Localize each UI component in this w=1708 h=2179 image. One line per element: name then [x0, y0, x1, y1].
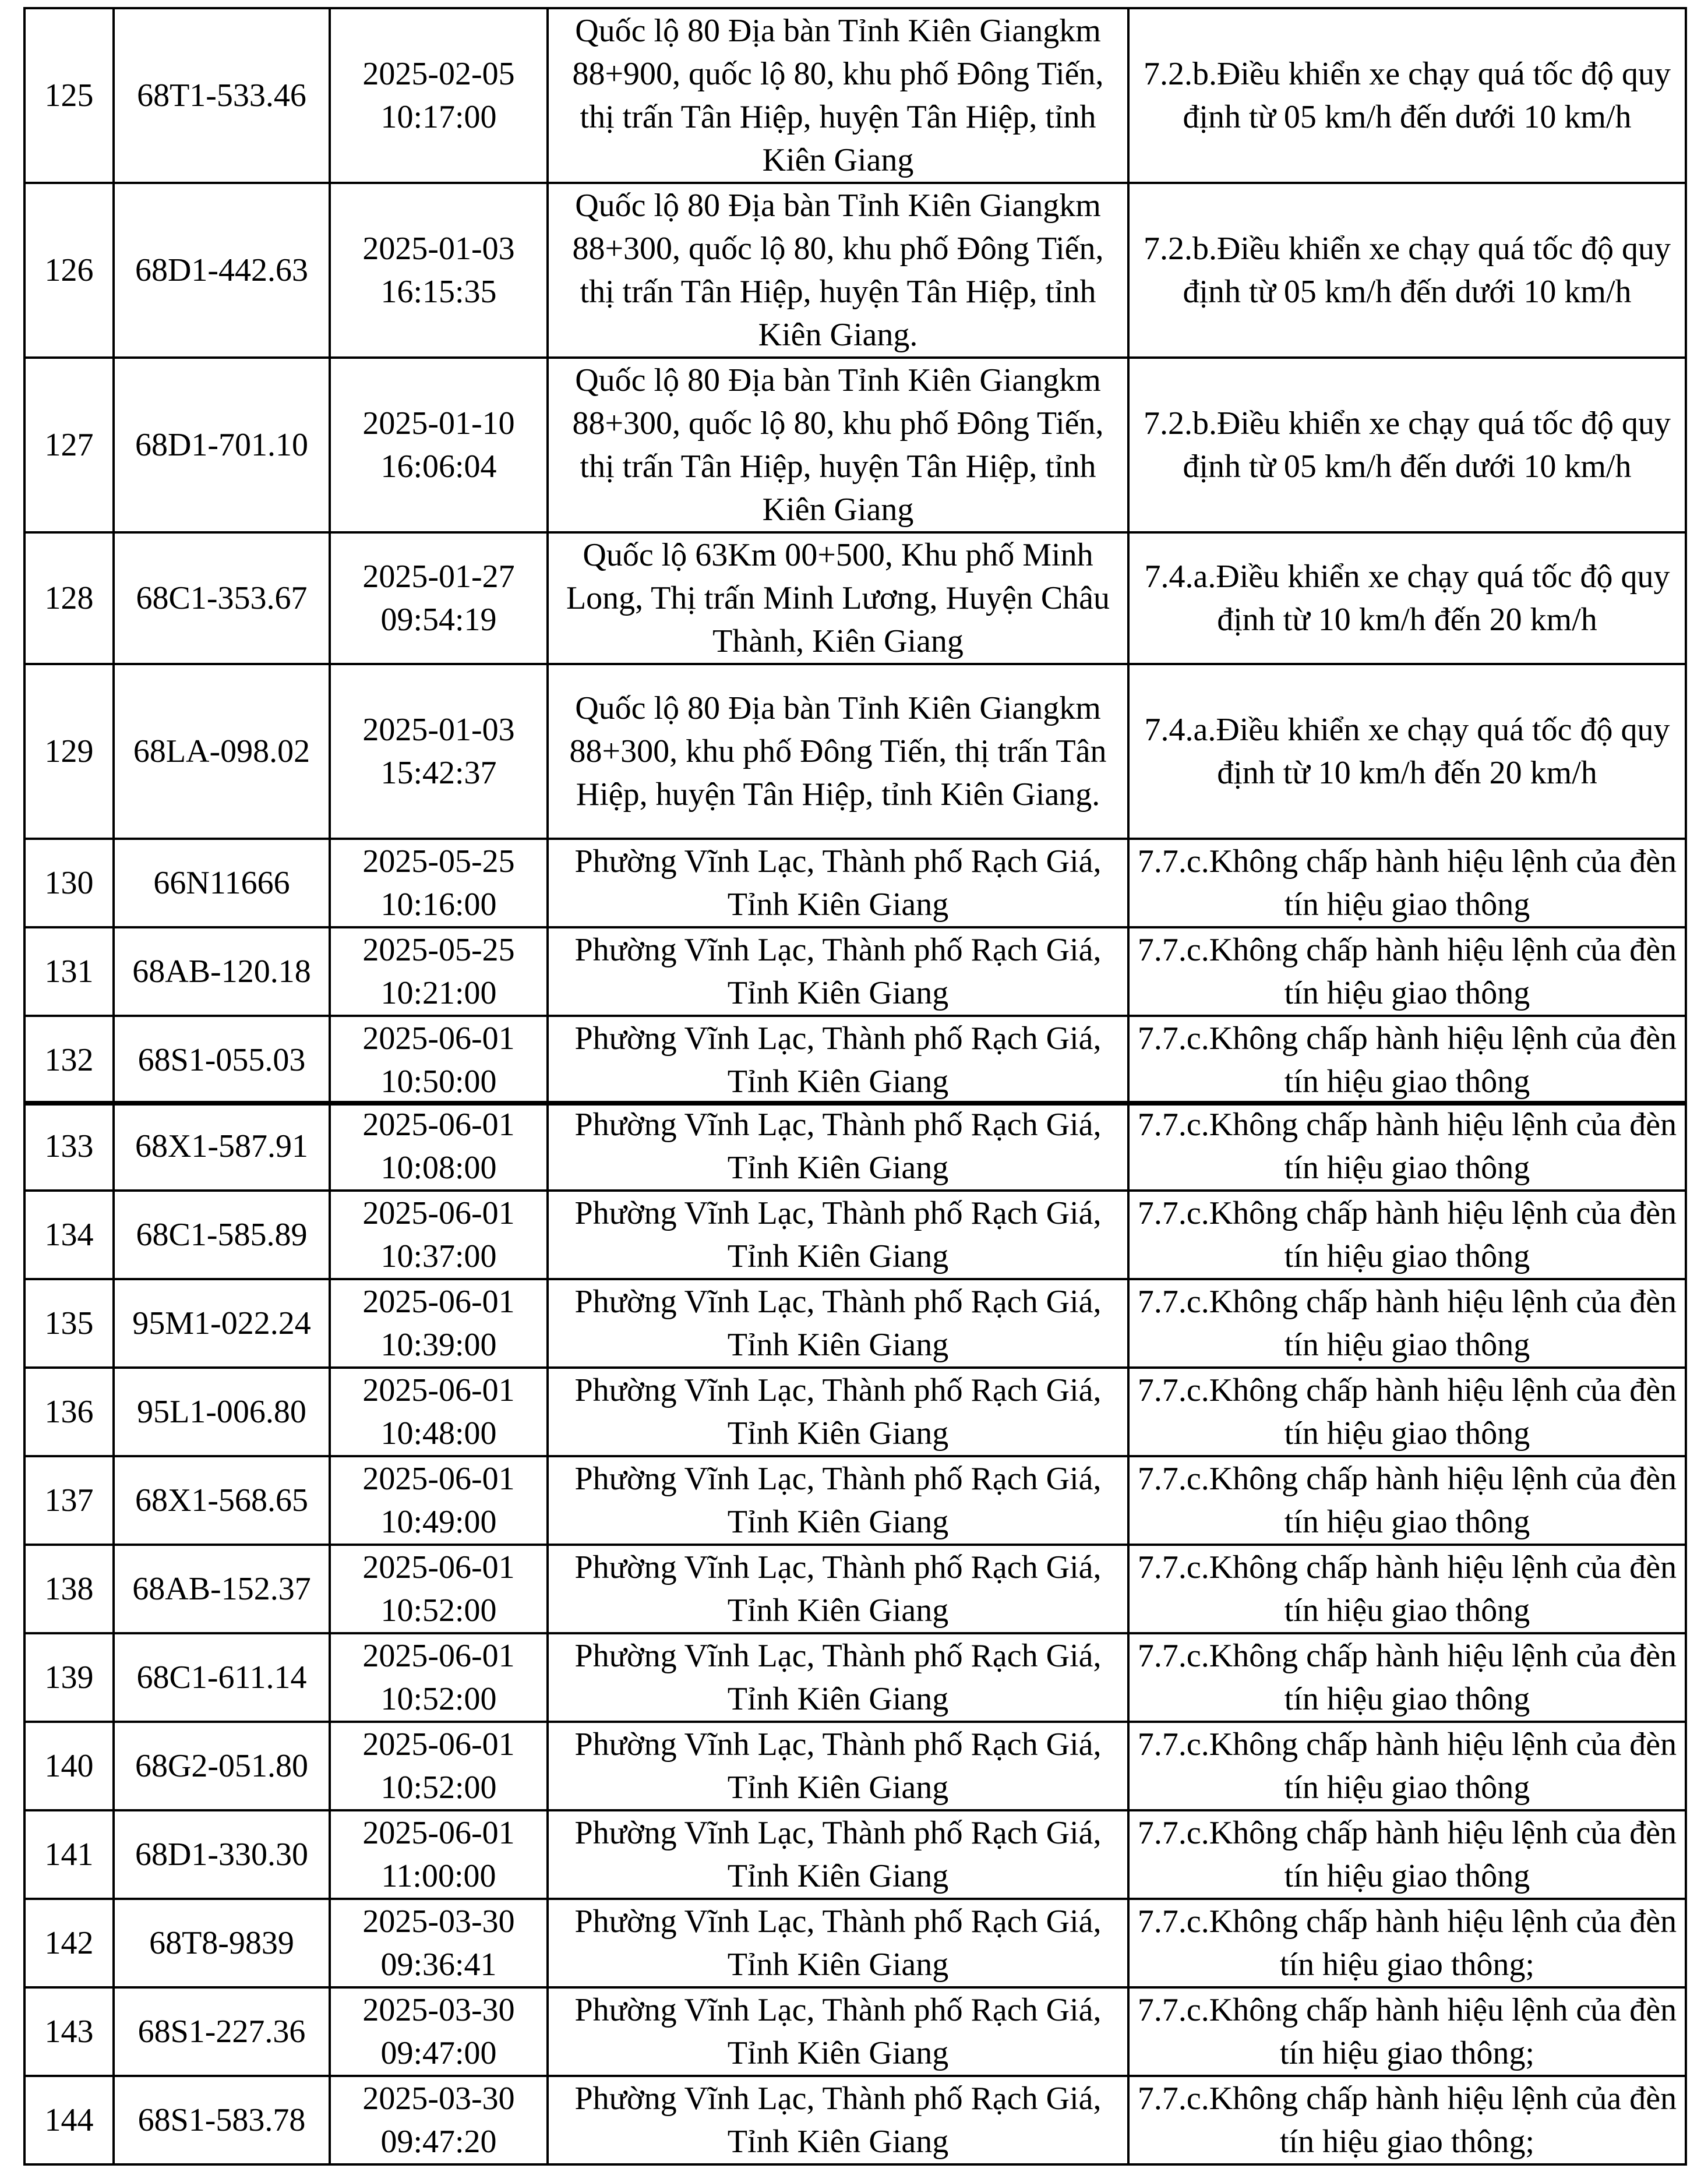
table-row [24, 927, 1686, 1016]
table-row [24, 1722, 1686, 1810]
violation-description: 7.7.c.Không chấp hành hiệu lệnh của đèn tín hiệu giao thông [1128, 1722, 1686, 1810]
violation-time: 16:15:35 [380, 274, 497, 310]
row-number: 129 [24, 664, 114, 839]
violation-description: 7.7.c.Không chấp hành hiệu lệnh của đèn tín hiệu giao thông; [1128, 1987, 1686, 2076]
violation-datetime [330, 1722, 548, 1810]
violation-time: 10:52:00 [380, 1592, 497, 1629]
violation-date: 2025-06-01 [362, 1726, 515, 1763]
violation-time: 10:37:00 [380, 1238, 497, 1274]
license-plate: 95M1-022.24 [114, 1279, 330, 1368]
row-number: 138 [24, 1545, 114, 1633]
table-row [24, 1279, 1686, 1368]
row-number: 144 [24, 2076, 114, 2164]
violation-datetime [330, 1633, 548, 1722]
violation-datetime [330, 532, 548, 664]
violation-description: 7.7.c.Không chấp hành hiệu lệnh của đèn tín hiệu giao thông [1128, 1810, 1686, 1899]
violation-datetime [330, 183, 548, 358]
violation-time: 11:00:00 [381, 1858, 496, 1894]
violation-time: 10:08:00 [380, 1150, 497, 1186]
violation-description: 7.7.c.Không chấp hành hiệu lệnh của đèn tín hiệu giao thông [1128, 1633, 1686, 1722]
violation-location: Phường Vĩnh Lạc, Thành phố Rạch Giá, Tỉnh Kiên Giang [548, 1899, 1128, 1987]
row-number: 140 [24, 1722, 114, 1810]
violation-time: 15:42:37 [380, 755, 497, 791]
violation-datetime [330, 927, 548, 1016]
violation-description: 7.2.b.Điều khiển xe chạy quá tốc độ quy định từ 05 km/h đến dưới 10 km/h [1128, 8, 1686, 183]
violation-location: Phường Vĩnh Lạc, Thành phố Rạch Giá, Tỉnh Kiên Giang [548, 2076, 1128, 2164]
violation-date: 2025-06-01 [362, 1195, 515, 1231]
table-row [24, 1899, 1686, 1987]
table-row [24, 1102, 1686, 1191]
violation-date: 2025-03-30 [362, 2081, 515, 2117]
violation-description: 7.7.c.Không chấp hành hiệu lệnh của đèn tín hiệu giao thông; [1128, 2076, 1686, 2164]
table-row [24, 532, 1686, 664]
violation-description: 7.2.b.Điều khiển xe chạy quá tốc độ quy định từ 05 km/h đến dưới 10 km/h [1128, 358, 1686, 532]
violation-date: 2025-06-01 [362, 1107, 515, 1143]
violation-time: 10:52:00 [380, 1681, 497, 1717]
table-row [24, 664, 1686, 839]
license-plate: 68C1-611.14 [114, 1633, 330, 1722]
violation-description: 7.4.a.Điều khiển xe chạy quá tốc độ quy định từ 10 km/h đến 20 km/h [1128, 664, 1686, 839]
row-number: 134 [24, 1191, 114, 1279]
violation-datetime [330, 1899, 548, 1987]
license-plate: 68S1-583.78 [114, 2076, 330, 2164]
row-number: 131 [24, 927, 114, 1016]
violation-datetime [330, 839, 548, 927]
violation-description: 7.2.b.Điều khiển xe chạy quá tốc độ quy định từ 05 km/h đến dưới 10 km/h [1128, 183, 1686, 358]
violation-description: 7.7.c.Không chấp hành hiệu lệnh của đèn tín hiệu giao thông [1128, 1368, 1686, 1456]
violation-date: 2025-05-25 [362, 932, 515, 968]
license-plate: 68C1-585.89 [114, 1191, 330, 1279]
violation-date: 2025-06-01 [362, 1638, 515, 1674]
license-plate: 68C1-353.67 [114, 532, 330, 664]
license-plate: 68D1-330.30 [114, 1810, 330, 1899]
violation-datetime [330, 1102, 548, 1191]
table-row [24, 1810, 1686, 1899]
table-row [24, 1368, 1686, 1456]
violation-time: 10:50:00 [380, 1064, 497, 1100]
violation-description: 7.7.c.Không chấp hành hiệu lệnh của đèn tín hiệu giao thông; [1128, 1899, 1686, 1987]
table-row [24, 8, 1686, 183]
table-row [24, 183, 1686, 358]
violation-location: Phường Vĩnh Lạc, Thành phố Rạch Giá, Tỉnh Kiên Giang [548, 839, 1128, 927]
license-plate: 68D1-442.63 [114, 183, 330, 358]
table-row [24, 1987, 1686, 2076]
violation-location: Phường Vĩnh Lạc, Thành phố Rạch Giá, Tỉnh Kiên Giang [548, 1633, 1128, 1722]
license-plate: 68D1-701.10 [114, 358, 330, 532]
violation-date: 2025-06-01 [362, 1815, 515, 1851]
violation-datetime [330, 1810, 548, 1899]
violation-description: 7.7.c.Không chấp hành hiệu lệnh của đèn tín hiệu giao thông [1128, 1456, 1686, 1545]
violation-time: 10:52:00 [380, 1770, 497, 1806]
table-row [24, 1633, 1686, 1722]
license-plate: 68T8-9839 [114, 1899, 330, 1987]
violation-description: 7.7.c.Không chấp hành hiệu lệnh của đèn tín hiệu giao thông [1128, 839, 1686, 927]
violation-description: 7.7.c.Không chấp hành hiệu lệnh của đèn tín hiệu giao thông [1128, 927, 1686, 1016]
row-number: 130 [24, 839, 114, 927]
table-row [24, 2076, 1686, 2164]
row-number: 133 [24, 1102, 114, 1191]
violation-location: Phường Vĩnh Lạc, Thành phố Rạch Giá, Tỉnh Kiên Giang [548, 1191, 1128, 1279]
violation-date: 2025-05-25 [362, 843, 515, 880]
row-number: 136 [24, 1368, 114, 1456]
license-plate: 68S1-055.03 [114, 1016, 330, 1104]
table-row [24, 1191, 1686, 1279]
violation-location: Quốc lộ 63Km 00+500, Khu phố Minh Long, Thị trấn Minh Lương, Huyện Châu Thành, Kiên Giang [548, 532, 1128, 664]
violation-time: 10:21:00 [380, 975, 497, 1011]
table-row [24, 839, 1686, 927]
violation-location: Quốc lộ 80 Địa bàn Tỉnh Kiên Giangkm 88+300, khu phố Đông Tiến, thị trấn Tân Hiệp, huyện Tân Hiệp, tỉnh Kiên Giang. [548, 664, 1128, 839]
violation-location: Phường Vĩnh Lạc, Thành phố Rạch Giá, Tỉnh Kiên Giang [548, 1016, 1128, 1104]
violation-datetime [330, 1279, 548, 1368]
license-plate: 68G2-051.80 [114, 1722, 330, 1810]
violation-datetime [330, 358, 548, 532]
violation-location: Phường Vĩnh Lạc, Thành phố Rạch Giá, Tỉnh Kiên Giang [548, 1279, 1128, 1368]
violation-location: Phường Vĩnh Lạc, Thành phố Rạch Giá, Tỉnh Kiên Giang [548, 1722, 1128, 1810]
violation-description: 7.7.c.Không chấp hành hiệu lệnh của đèn tín hiệu giao thông [1128, 1279, 1686, 1368]
license-plate: 68S1-227.36 [114, 1987, 330, 2076]
violation-location: Phường Vĩnh Lạc, Thành phố Rạch Giá, Tỉnh Kiên Giang [548, 1456, 1128, 1545]
violation-time: 09:54:19 [380, 602, 497, 638]
row-number: 137 [24, 1456, 114, 1545]
violation-time: 09:36:41 [380, 1947, 497, 1983]
violation-description: 7.7.c.Không chấp hành hiệu lệnh của đèn tín hiệu giao thông [1128, 1102, 1686, 1191]
table-row [24, 1016, 1686, 1104]
violation-datetime [330, 1545, 548, 1633]
violation-location: Quốc lộ 80 Địa bàn Tỉnh Kiên Giangkm 88+900, quốc lộ 80, khu phố Đông Tiến, thị trấn Tân Hiệp, huyện Tân Hiệp, tỉnh Kiên Giang [548, 8, 1128, 183]
row-number: 132 [24, 1016, 114, 1104]
violation-date: 2025-01-10 [362, 405, 515, 442]
violation-datetime [330, 8, 548, 183]
violation-description: 7.7.c.Không chấp hành hiệu lệnh của đèn tín hiệu giao thông [1128, 1016, 1686, 1104]
violation-location: Phường Vĩnh Lạc, Thành phố Rạch Giá, Tỉnh Kiên Giang [548, 1810, 1128, 1899]
license-plate: 95L1-006.80 [114, 1368, 330, 1456]
violation-time: 10:39:00 [380, 1327, 497, 1363]
violation-datetime [330, 664, 548, 839]
license-plate: 68X1-568.65 [114, 1456, 330, 1545]
violations-table-part-2 [23, 1101, 1687, 2166]
violation-location: Phường Vĩnh Lạc, Thành phố Rạch Giá, Tỉnh Kiên Giang [548, 1545, 1128, 1633]
row-number: 142 [24, 1899, 114, 1987]
violation-date: 2025-01-27 [362, 559, 515, 595]
violation-datetime [330, 1191, 548, 1279]
row-number: 126 [24, 183, 114, 358]
violation-date: 2025-01-03 [362, 712, 515, 748]
row-number: 143 [24, 1987, 114, 2076]
violation-location: Quốc lộ 80 Địa bàn Tỉnh Kiên Giangkm 88+300, quốc lộ 80, khu phố Đông Tiến, thị trấn Tân Hiệp, huyện Tân Hiệp, tỉnh Kiên Giang [548, 358, 1128, 532]
row-number: 128 [24, 532, 114, 664]
table-row [24, 358, 1686, 532]
violation-location: Phường Vĩnh Lạc, Thành phố Rạch Giá, Tỉnh Kiên Giang [548, 1102, 1128, 1191]
violation-date: 2025-03-30 [362, 1992, 515, 2028]
violation-location: Phường Vĩnh Lạc, Thành phố Rạch Giá, Tỉnh Kiên Giang [548, 1987, 1128, 2076]
license-plate: 68AB-152.37 [114, 1545, 330, 1633]
license-plate: 68X1-587.91 [114, 1102, 330, 1191]
violation-datetime [330, 1016, 548, 1104]
row-number: 127 [24, 358, 114, 532]
row-number: 135 [24, 1279, 114, 1368]
violation-date: 2025-06-01 [362, 1372, 515, 1408]
violation-location: Phường Vĩnh Lạc, Thành phố Rạch Giá, Tỉnh Kiên Giang [548, 927, 1128, 1016]
violation-time: 16:06:04 [380, 448, 497, 485]
license-plate: 68T1-533.46 [114, 8, 330, 183]
violation-location: Phường Vĩnh Lạc, Thành phố Rạch Giá, Tỉnh Kiên Giang [548, 1368, 1128, 1456]
table-row [24, 1545, 1686, 1633]
violation-date: 2025-02-05 [362, 56, 515, 92]
table-row [24, 1456, 1686, 1545]
violations-table-part-1 [23, 7, 1687, 1106]
violation-datetime [330, 1368, 548, 1456]
table-body [24, 8, 1686, 1104]
violation-date: 2025-06-01 [362, 1549, 515, 1585]
violation-datetime [330, 1456, 548, 1545]
license-plate: 66N11666 [114, 839, 330, 927]
row-number: 139 [24, 1633, 114, 1722]
license-plate: 68LA-098.02 [114, 664, 330, 839]
violation-time: 10:48:00 [380, 1415, 497, 1452]
violation-date: 2025-06-01 [362, 1284, 515, 1320]
violation-time: 10:49:00 [380, 1504, 497, 1540]
violation-date: 2025-06-01 [362, 1020, 515, 1057]
violation-datetime [330, 1987, 548, 2076]
row-number: 125 [24, 8, 114, 183]
violation-time: 10:16:00 [380, 887, 497, 923]
violation-date: 2025-01-03 [362, 231, 515, 267]
violation-date: 2025-03-30 [362, 1903, 515, 1940]
violation-description: 7.7.c.Không chấp hành hiệu lệnh của đèn tín hiệu giao thông [1128, 1545, 1686, 1633]
violation-time: 10:17:00 [380, 99, 497, 135]
violation-time: 09:47:00 [380, 2035, 497, 2071]
row-number: 141 [24, 1810, 114, 1899]
violation-description: 7.4.a.Điều khiển xe chạy quá tốc độ quy định từ 10 km/h đến 20 km/h [1128, 532, 1686, 664]
license-plate: 68AB-120.18 [114, 927, 330, 1016]
violation-datetime [330, 2076, 548, 2164]
violation-date: 2025-06-01 [362, 1461, 515, 1497]
table-body [24, 1102, 1686, 2164]
violation-location: Quốc lộ 80 Địa bàn Tỉnh Kiên Giangkm 88+300, quốc lộ 80, khu phố Đông Tiến, thị trấn Tân Hiệp, huyện Tân Hiệp, tỉnh Kiên Giang. [548, 183, 1128, 358]
violation-description: 7.7.c.Không chấp hành hiệu lệnh của đèn tín hiệu giao thông [1128, 1191, 1686, 1279]
violation-time: 09:47:20 [380, 2124, 497, 2160]
